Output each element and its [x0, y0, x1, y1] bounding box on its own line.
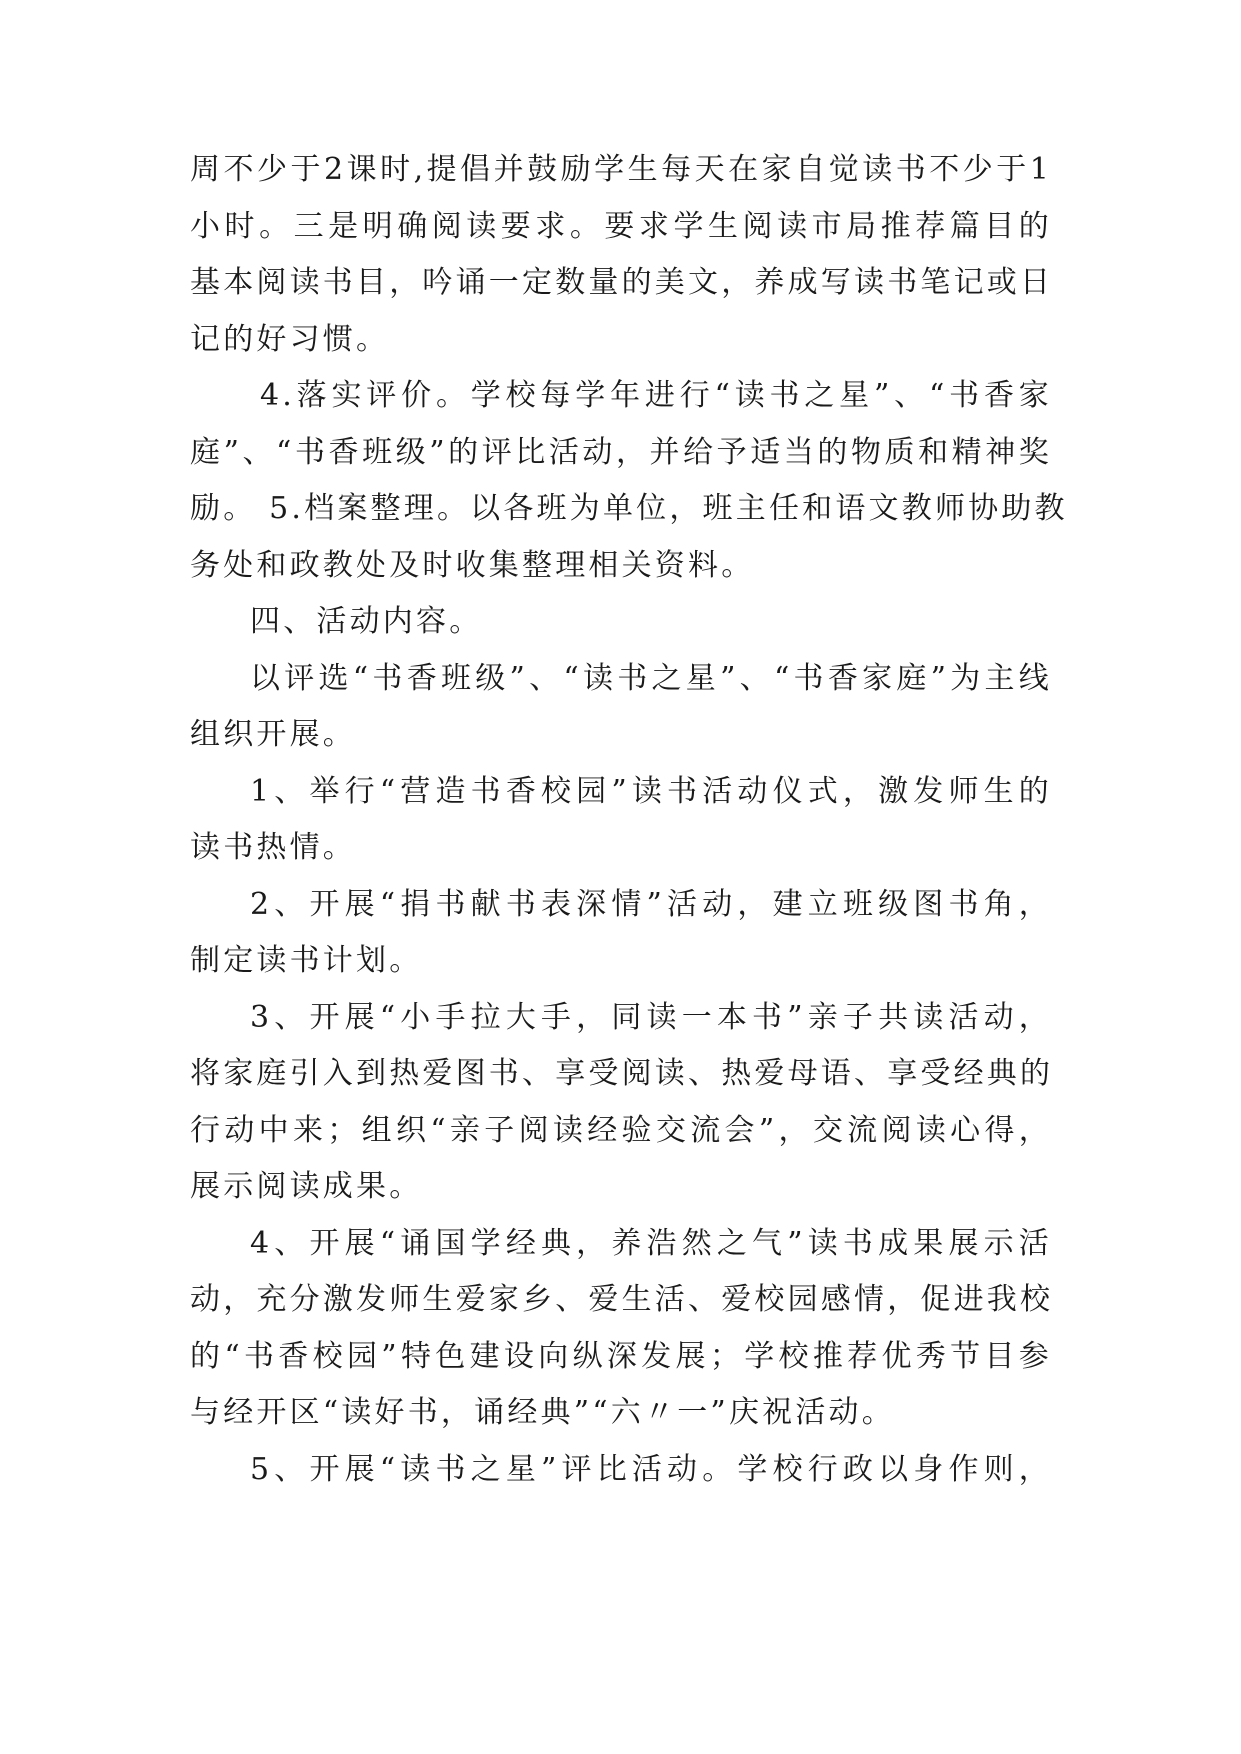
- text-line: 行动中来；组织“亲子阅读经验交流会”，交流阅读心得，: [190, 1112, 1052, 1148]
- section-heading: 四、活动内容。: [250, 604, 483, 639]
- text-line: 展示阅读成果。: [190, 1169, 423, 1204]
- text-line: 以评选“书香班级”、“读书之星”、“书香家庭”为主线: [250, 660, 1052, 696]
- text-line: 将家庭引入到热爱图书、享受阅读、热爱母语、享受经典的: [190, 1056, 1054, 1091]
- text-line: 5、开展“读书之星”评比活动。学校行政以身作则，: [250, 1451, 1052, 1487]
- text-line: 3、开展“小手拉大手，同读一本书”亲子共读活动，: [250, 999, 1052, 1035]
- text-line: 4、开展“诵国学经典，养浩然之气”读书成果展示活: [250, 1225, 1052, 1261]
- text-line: 基本阅读书目，吟诵一定数量的美文，养成写读书笔记或日: [190, 265, 1054, 300]
- text-line: 周不少于2课时,提倡并鼓励学生每天在家自觉读书不少于1: [190, 152, 1052, 187]
- text-line: 庭”、“书香班级”的评比活动，并给予适当的物质和精神奖: [190, 434, 1052, 470]
- document-body: [190, 142, 1068, 1498]
- text-line: 的“书香校园”特色建设向纵深发展；学校推荐优秀节目参: [190, 1338, 1052, 1374]
- text-line: 务处和政教处及时收集整理相关资料。: [190, 547, 755, 583]
- text-line: 1、举行“营造书香校园”读书活动仪式，激发师生的: [250, 773, 1052, 809]
- text-line: 2、开展“捐书献书表深情”活动，建立班级图书角，: [250, 886, 1052, 922]
- text-line: 4.落实评价。学校每学年进行“读书之星”、“书香家: [260, 378, 1052, 413]
- text-line: 小时。三是明确阅读要求。要求学生阅读市局推荐篇目的: [190, 208, 1052, 244]
- text-line: 制定读书计划。: [190, 943, 423, 978]
- text-line: 动，充分激发师生爱家乡、爱生活、爱校园感情，促进我校: [190, 1282, 1054, 1317]
- text-line: 组织开展。: [190, 717, 356, 752]
- text-line: 记的好习惯。: [190, 321, 390, 357]
- text-line: 与经开区“读好书，诵经典”“六〃一”庆祝活动。: [190, 1395, 895, 1430]
- text-line: 读书热情。: [190, 830, 356, 865]
- text-line: 励。 5.档案整理。以各班为单位，班主任和语文教师协助教: [190, 491, 1068, 526]
